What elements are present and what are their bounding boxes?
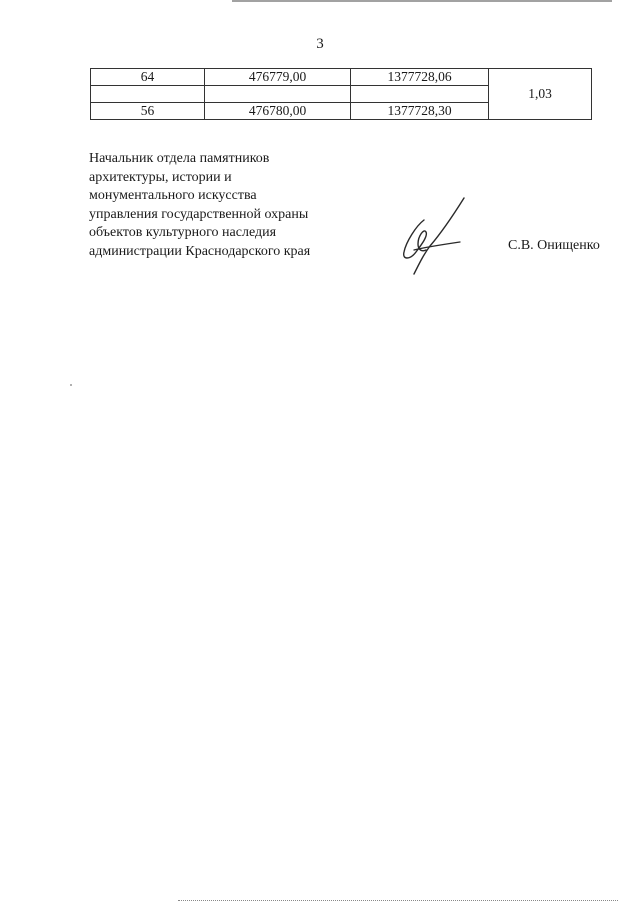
signatory-title-line: управления государственной охраны xyxy=(89,206,309,222)
scan-speck xyxy=(70,384,72,386)
coordinates-table xyxy=(90,68,592,120)
page-number: 3 xyxy=(316,36,324,52)
x-coordinate-cell xyxy=(205,86,351,103)
signatory-title-line: администрации Краснодарского края xyxy=(89,243,311,259)
table-row xyxy=(91,86,592,103)
signatory-title-line: объектов культурного наследия xyxy=(89,225,277,240)
scan-bottom-border-line xyxy=(178,900,618,902)
point-number-cell: 64 xyxy=(91,69,205,86)
distance-cell xyxy=(489,69,592,86)
scan-top-border-line xyxy=(232,0,612,2)
x-coordinate-cell: 476779,00 xyxy=(205,69,351,86)
point-number-cell: 56 xyxy=(91,103,205,120)
point-number-cell xyxy=(91,86,205,103)
y-coordinate-cell: 1377728,30 xyxy=(351,103,489,120)
table-row xyxy=(91,103,592,120)
distance-cell: 1,03 xyxy=(489,86,592,103)
x-coordinate-cell: 476780,00 xyxy=(205,103,351,120)
signer-name: С.В. Онищенко xyxy=(508,238,600,253)
signatory-title-line: Начальник отдела памятников xyxy=(89,151,270,166)
handwritten-signature-icon xyxy=(398,196,466,276)
signatory-title xyxy=(89,150,359,261)
signatory-title-line: архитектуры, истории и xyxy=(89,169,232,185)
signatory-title-line: монументального искусства xyxy=(89,188,257,203)
y-coordinate-cell xyxy=(351,86,489,103)
y-coordinate-cell: 1377728,06 xyxy=(351,69,489,86)
distance-cell xyxy=(489,103,592,120)
table-row xyxy=(91,69,592,86)
